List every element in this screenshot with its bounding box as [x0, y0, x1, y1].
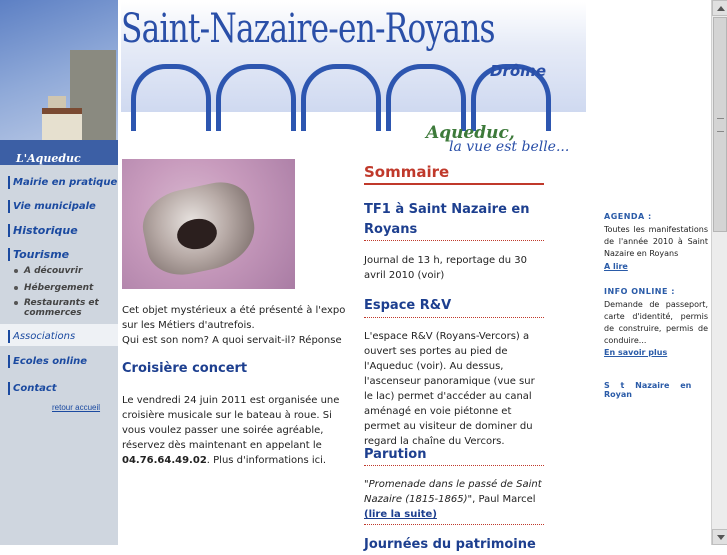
croisiere-more[interactable]: . Plus d'informations ici.	[206, 455, 327, 466]
parution-read-more-link[interactable]: (lire la suite)	[364, 509, 437, 520]
croisiere-text: Le vendredi 24 juin 2011 est organisée une croisière musicale sur le bateau à roue. Si vous voulez passer une soirée agréable, réservez dès maintenant en appelant le	[122, 395, 340, 451]
sommaire-heading: Sommaire	[364, 163, 450, 181]
subnav-restaurants[interactable]: Restaurants et commerces	[14, 298, 114, 318]
nav-contact[interactable]: Contact	[8, 382, 57, 395]
aqueduct-photo	[0, 0, 118, 165]
retour-accueil-link[interactable]: retour accueil	[52, 403, 101, 412]
croisiere-title: Croisière concert	[122, 361, 248, 376]
agenda-heading: AGENDA :	[604, 212, 652, 221]
parution-rule	[364, 465, 544, 466]
arrow-up-icon	[717, 6, 725, 11]
nav-mairie-en-pratique[interactable]: Mairie en pratique	[8, 176, 117, 189]
grip-icon	[717, 118, 724, 132]
slogan-line1: Aqueduc,	[426, 123, 515, 143]
nav-associations[interactable]: Associations	[8, 330, 75, 343]
nav-header-label: L'Aqueduc	[16, 152, 81, 165]
nav-vie-municipale[interactable]: Vie municipale	[8, 200, 96, 213]
parution-title: Parution	[364, 447, 427, 462]
parution-rule-bottom	[364, 524, 544, 525]
info-online-heading: INFO ONLINE :	[604, 287, 675, 296]
espace-rule	[364, 317, 544, 318]
mystery-text: Cet objet mystérieux a été présenté à l'expo sur les Métiers d'autrefois.	[122, 305, 346, 331]
subnav-hebergement[interactable]: Hébergement	[14, 283, 93, 293]
agenda-text: Toutes les manifestations de l'année 2010 à Saint Nazaire en Royans	[604, 225, 708, 258]
slogan-line2: la vue est belle...	[449, 139, 570, 155]
site-title: Saint-Nazaire-en-Royans	[121, 6, 495, 52]
info-online-link[interactable]: En savoir plus	[604, 348, 668, 357]
tf1-title: TF1 à Saint Nazaire en Royans	[364, 202, 530, 237]
mystery-object-photo	[122, 159, 295, 289]
croisiere-text-block	[122, 393, 357, 468]
agenda-link[interactable]: A lire	[604, 262, 628, 271]
parution-text-block	[364, 477, 546, 522]
espace-text[interactable]: L'espace R&V (Royans-Vercors) a ouvert ses portes au pied de l'Aqueduc (voir). Au dessus, l'ascenseur panoramique (vue sur le lac) permet d'accéder au canal aménagé en voie piétonne et permet au visiteur de dominer du regard la chaîne du Vercors.	[364, 331, 535, 447]
parution-quote: "Promenade dans le passé de Saint Nazaire (1815-1865)"	[364, 479, 542, 505]
mystery-question[interactable]: Qui est son nom? A quoi servait-il? Réponse	[122, 335, 342, 346]
espace-title: Espace R&V	[364, 298, 452, 313]
info-online-text: Demande de passeport, carte d'identité, permis de construire, permis de conduire...	[604, 300, 708, 345]
parution-author: , Paul Marcel	[472, 494, 536, 505]
left-navigation	[0, 0, 118, 545]
nav-historique[interactable]: Historique	[8, 224, 78, 237]
site-department: Drôme	[490, 62, 546, 80]
sommaire-rule	[364, 183, 544, 185]
journees-title: Journées du patrimoine	[364, 537, 536, 552]
nav-tourisme[interactable]: Tourisme	[8, 248, 69, 261]
scroll-thumb[interactable]	[713, 17, 727, 232]
croisiere-phone: 04.76.64.49.02	[122, 455, 207, 466]
vertical-scrollbar[interactable]	[711, 0, 727, 545]
scroll-up-button[interactable]	[712, 0, 727, 16]
right-footer-text: S t Nazaire en Royan	[604, 381, 692, 399]
mystery-text-block	[122, 303, 354, 348]
arrow-down-icon	[717, 535, 725, 540]
nav-ecoles-online[interactable]: Ecoles online	[8, 355, 87, 368]
tf1-rule	[364, 240, 544, 241]
site-banner	[121, 2, 586, 157]
tf1-text[interactable]: Journal de 13 h, reportage du 30 avril 2010 (voir)	[364, 255, 527, 281]
subnav-a-decouvrir[interactable]: A découvrir	[14, 266, 82, 276]
scroll-down-button[interactable]	[712, 529, 727, 545]
